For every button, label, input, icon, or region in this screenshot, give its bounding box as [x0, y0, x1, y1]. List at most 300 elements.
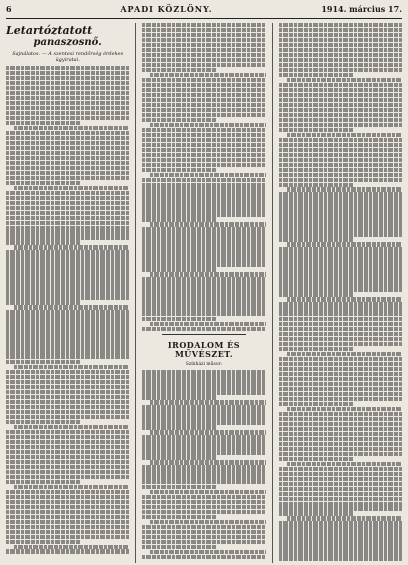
text-line: [279, 531, 402, 535]
text-line: [142, 23, 265, 27]
text-line: [14, 425, 129, 429]
text-line: [6, 385, 129, 389]
text-line: [142, 545, 216, 549]
article-body-2: [142, 23, 265, 331]
text-line: [142, 535, 265, 539]
issue-date: 1914. március 17.: [321, 4, 402, 14]
text-line: [279, 267, 402, 271]
text-line: [14, 126, 129, 130]
text-line: [279, 472, 402, 476]
text-line: [6, 300, 80, 304]
text-line: [6, 330, 129, 334]
text-line: [142, 327, 265, 331]
text-line: [279, 212, 402, 216]
text-line: [279, 342, 402, 346]
text-line: [279, 526, 402, 530]
text-line: [150, 123, 265, 127]
text-line: [279, 392, 402, 396]
text-line: [279, 197, 402, 201]
text-line: [142, 237, 265, 241]
text-line: [6, 515, 129, 519]
text-line: [142, 267, 216, 271]
column-1: [6, 23, 129, 563]
text-line: [6, 81, 129, 85]
text-line: [287, 407, 402, 411]
text-line: [279, 207, 402, 211]
text-line: [142, 375, 265, 379]
text-line: [142, 480, 265, 484]
text-line: [279, 322, 402, 326]
text-line: [279, 312, 402, 316]
text-line: [279, 287, 402, 291]
text-line: [279, 382, 402, 386]
text-line: [6, 176, 129, 180]
text-line: [287, 516, 402, 520]
text-line: [6, 335, 129, 339]
text-line: [6, 375, 129, 379]
text-line: [279, 422, 402, 426]
text-line: [6, 295, 129, 299]
text-line: [279, 492, 402, 496]
text-line: [279, 467, 402, 471]
text-line: [14, 305, 129, 309]
text-line: [279, 23, 402, 27]
text-line: [142, 227, 265, 231]
text-line: [6, 111, 129, 115]
text-line: [142, 108, 265, 112]
text-line: [142, 465, 265, 469]
text-line: [142, 187, 265, 191]
text-line: [150, 490, 265, 494]
text-line: [142, 103, 265, 107]
text-line: [142, 385, 265, 389]
text-line: [279, 541, 402, 545]
text-line: [142, 83, 265, 87]
text-line: [6, 415, 129, 419]
text-line: [6, 525, 129, 529]
text-line: [279, 506, 402, 510]
text-line: [279, 511, 353, 515]
article-heading-2: panaszosnő.: [33, 37, 102, 48]
text-line: [142, 435, 265, 439]
text-line: [6, 240, 80, 244]
text-line: [279, 28, 402, 32]
text-line: [142, 113, 265, 117]
text-line: [142, 48, 265, 52]
text-line: [6, 430, 129, 434]
text-line: [6, 146, 129, 150]
text-line: [6, 480, 80, 484]
text-line: [14, 485, 129, 489]
text-line: [6, 405, 129, 409]
text-line: [279, 372, 402, 376]
text-line: [287, 187, 402, 191]
text-line: [6, 380, 129, 384]
text-line: [6, 355, 129, 359]
text-line: [279, 412, 402, 416]
text-line: [6, 505, 129, 509]
text-line: [142, 525, 265, 529]
text-line: [6, 226, 129, 230]
text-line: [287, 352, 402, 356]
text-line: [279, 367, 402, 371]
text-line: [279, 222, 402, 226]
text-line: [142, 138, 265, 142]
text-line: [6, 340, 129, 344]
text-line: [6, 260, 129, 264]
text-line: [279, 53, 402, 57]
text-line: [6, 275, 129, 279]
text-line: [14, 545, 129, 549]
text-line: [6, 315, 129, 319]
text-line: [6, 71, 129, 75]
text-line: [150, 222, 265, 226]
text-line: [6, 76, 129, 80]
text-line: [279, 247, 402, 251]
text-line: [279, 33, 402, 37]
text-line: [279, 482, 402, 486]
text-line: [150, 520, 265, 524]
page-number: 6: [6, 4, 12, 14]
text-line: [6, 171, 129, 175]
text-line: [142, 420, 265, 424]
text-line: [142, 118, 216, 122]
text-line: [6, 91, 129, 95]
text-line: [142, 277, 265, 281]
text-line: [142, 247, 265, 251]
text-line: [6, 211, 129, 215]
text-line: [14, 245, 129, 249]
text-line: [142, 292, 265, 296]
text-line: [142, 395, 216, 399]
text-line: [150, 550, 265, 554]
text-line: [6, 106, 129, 110]
text-line: [6, 475, 129, 479]
text-line: [6, 540, 80, 544]
text-line: [279, 138, 402, 142]
article-body-3: [142, 370, 265, 559]
text-line: [150, 322, 265, 326]
text-line: [6, 510, 129, 514]
text-line: [14, 365, 129, 369]
text-line: [6, 196, 129, 200]
text-line: [6, 141, 129, 145]
text-line: [287, 242, 402, 246]
text-line: [142, 58, 265, 62]
text-line: [279, 447, 402, 451]
text-line: [142, 28, 265, 32]
text-line: [279, 178, 402, 182]
text-line: [142, 415, 265, 419]
text-line: [279, 317, 402, 321]
columns: [6, 23, 402, 563]
text-line: [142, 207, 265, 211]
text-line: [6, 400, 129, 404]
divider: [162, 334, 245, 335]
text-line: [6, 161, 129, 165]
text-line: [142, 540, 265, 544]
text-line: [279, 556, 402, 560]
text-line: [279, 143, 402, 147]
article-body-4: [279, 23, 402, 561]
text-line: [142, 128, 265, 132]
text-line: [279, 546, 402, 550]
text-line: [279, 257, 402, 261]
text-line: [279, 402, 353, 406]
text-line: [142, 317, 216, 321]
article-subheading: Sajnálatos. — A szentesi rendőrség érdekes ügyiratai.: [12, 51, 124, 63]
text-line: [279, 68, 402, 72]
text-line: [6, 230, 129, 234]
text-line: [6, 530, 129, 534]
text-line: [6, 255, 129, 259]
text-line: [6, 216, 129, 220]
text-line: [6, 270, 129, 274]
text-line: [6, 280, 129, 284]
text-line: [142, 495, 265, 499]
text-line: [142, 475, 265, 479]
text-line: [6, 345, 129, 349]
text-line: [279, 442, 402, 446]
text-line: [142, 68, 216, 72]
text-line: [279, 58, 402, 62]
text-line: [279, 173, 402, 177]
text-line: [142, 178, 265, 182]
text-line: [6, 360, 80, 364]
text-line: [6, 166, 129, 170]
text-line: [279, 93, 402, 97]
text-line: [279, 477, 402, 481]
text-line: [6, 86, 129, 90]
text-line: [6, 520, 129, 524]
text-line: [142, 515, 216, 519]
text-line: [279, 252, 402, 256]
text-line: [279, 63, 402, 67]
text-line: [279, 292, 353, 296]
text-line: [287, 297, 402, 301]
text-line: [142, 53, 265, 57]
text-line: [142, 38, 265, 42]
text-line: [6, 460, 129, 464]
text-line: [6, 265, 129, 269]
column-2: [142, 23, 265, 563]
text-line: [279, 427, 402, 431]
text-line: [279, 262, 402, 266]
text-line: [142, 530, 265, 534]
text-line: [150, 173, 265, 177]
text-line: [142, 455, 216, 459]
text-line: [279, 536, 402, 540]
text-line: [142, 63, 265, 67]
text-line: [279, 237, 353, 241]
text-line: [142, 163, 265, 167]
section-title: IRODALOM ÉS MŰVÉSZET.: [167, 340, 241, 360]
text-line: [6, 285, 129, 289]
text-line: [6, 181, 80, 185]
column-rule: [272, 23, 273, 563]
text-line: [142, 33, 265, 37]
text-line: [279, 123, 402, 127]
text-line: [6, 131, 129, 135]
text-line: [287, 78, 402, 82]
text-line: [6, 221, 129, 225]
text-line: [279, 43, 402, 47]
text-line: [279, 397, 402, 401]
text-line: [279, 277, 402, 281]
text-line: [142, 450, 265, 454]
text-line: [279, 337, 402, 341]
article-heading: Letartóztatott: [6, 24, 93, 37]
text-line: [6, 470, 129, 474]
text-line: [142, 485, 216, 489]
text-line: [279, 357, 402, 361]
text-line: [142, 312, 265, 316]
text-line: [150, 400, 265, 404]
column-3: [279, 23, 402, 563]
text-line: [142, 242, 265, 246]
text-line: [142, 500, 265, 504]
text-line: [6, 465, 129, 469]
text-line: [279, 148, 402, 152]
text-line: [279, 88, 402, 92]
text-line: [142, 212, 265, 216]
text-line: [6, 206, 129, 210]
text-line: [279, 487, 402, 491]
text-line: [142, 183, 265, 187]
text-line: [142, 197, 265, 201]
text-line: [142, 370, 265, 374]
text-line: [279, 98, 402, 102]
text-line: [6, 500, 129, 504]
text-line: [279, 163, 402, 167]
text-line: [142, 425, 216, 429]
text-line: [142, 410, 265, 414]
article-body-1: [6, 66, 129, 554]
text-line: [142, 158, 265, 162]
text-line: [6, 370, 129, 374]
page-header: [6, 4, 402, 19]
text-line: [142, 510, 265, 514]
text-line: [142, 43, 265, 47]
text-line: [142, 307, 265, 311]
text-line: [6, 535, 129, 539]
newspaper-title: APADI KÖZLÖNY.: [120, 4, 213, 14]
text-line: [279, 282, 402, 286]
text-line: [279, 48, 402, 52]
text-line: [142, 98, 265, 102]
text-line: [142, 445, 265, 449]
text-line: [142, 88, 265, 92]
text-line: [6, 151, 129, 155]
text-line: [279, 217, 402, 221]
text-line: [6, 250, 129, 254]
text-line: [6, 455, 129, 459]
text-line: [279, 502, 402, 506]
text-line: [279, 108, 402, 112]
text-line: [142, 282, 265, 286]
text-line: [6, 390, 129, 394]
text-line: [142, 257, 265, 261]
text-line: [279, 452, 402, 456]
text-line: [279, 497, 402, 501]
text-line: [150, 272, 265, 276]
text-line: [279, 83, 402, 87]
text-line: [142, 440, 265, 444]
text-line: [142, 232, 265, 236]
text-line: [6, 435, 129, 439]
text-line: [279, 202, 402, 206]
text-line: [6, 136, 129, 140]
text-line: [6, 116, 129, 120]
text-line: [279, 158, 402, 162]
text-line: [150, 430, 265, 434]
text-line: [279, 153, 402, 157]
text-line: [150, 73, 265, 77]
text-line: [6, 445, 129, 449]
text-line: [142, 287, 265, 291]
text-line: [14, 186, 129, 190]
text-line: [287, 462, 402, 466]
text-line: [279, 347, 353, 351]
text-line: [6, 310, 129, 314]
text-line: [279, 38, 402, 42]
text-line: [142, 148, 265, 152]
text-line: [142, 302, 265, 306]
section-subtitle: Színházi műsor:: [185, 362, 223, 368]
text-line: [142, 297, 265, 301]
text-line: [279, 272, 402, 276]
text-line: [279, 232, 402, 236]
text-line: [279, 551, 402, 555]
text-line: [279, 192, 402, 196]
text-line: [142, 390, 265, 394]
text-line: [287, 133, 402, 137]
text-line: [279, 168, 402, 172]
text-line: [279, 73, 353, 77]
text-line: [279, 387, 402, 391]
text-line: [142, 380, 265, 384]
text-line: [150, 460, 265, 464]
text-line: [279, 432, 402, 436]
text-line: [142, 217, 216, 221]
text-line: [6, 101, 129, 105]
text-line: [279, 113, 402, 117]
text-line: [279, 128, 353, 132]
text-line: [279, 327, 402, 331]
text-line: [279, 362, 402, 366]
text-line: [6, 320, 129, 324]
text-line: [6, 410, 129, 414]
text-line: [6, 191, 129, 195]
text-line: [6, 495, 129, 499]
text-line: [6, 440, 129, 444]
text-line: [279, 227, 402, 231]
text-line: [6, 549, 129, 553]
text-line: [6, 156, 129, 160]
text-line: [142, 202, 265, 206]
text-line: [142, 505, 265, 509]
text-line: [6, 121, 80, 125]
text-line: [142, 168, 216, 172]
text-line: [6, 325, 129, 329]
text-line: [6, 420, 80, 424]
text-line: [279, 377, 402, 381]
text-line: [6, 66, 129, 70]
text-line: [6, 96, 129, 100]
text-line: [279, 437, 402, 441]
text-line: [279, 332, 402, 336]
text-line: [6, 290, 129, 294]
